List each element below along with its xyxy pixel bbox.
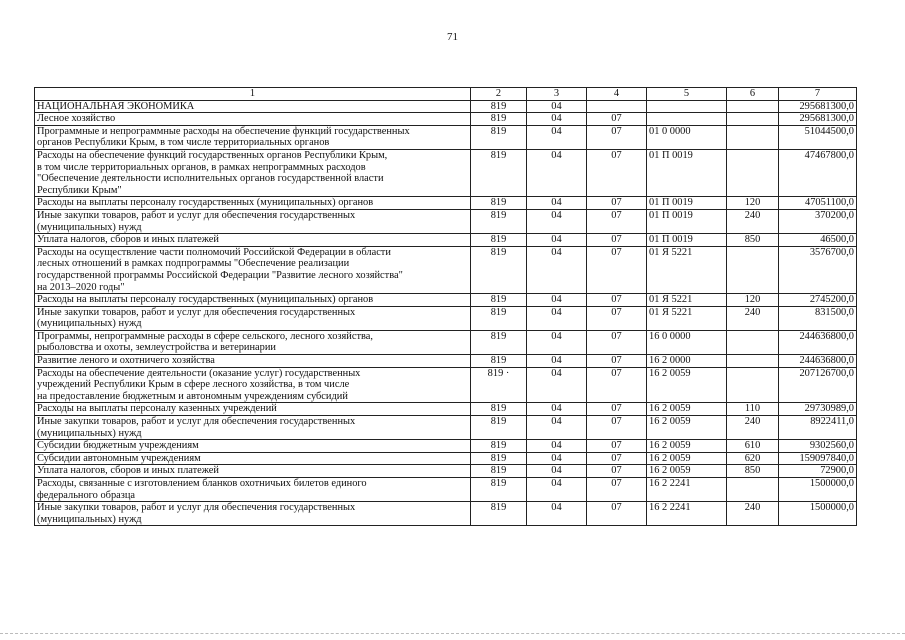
section-code-cell: 04 — [527, 416, 587, 440]
section-code-cell: 04 — [527, 306, 587, 330]
amount-cell: 1500000,0 — [779, 478, 857, 502]
ministry-code-cell: 819 — [471, 355, 527, 368]
expense-type-cell: 610 — [727, 440, 779, 453]
subsection-code-cell: 07 — [587, 149, 647, 196]
expense-type-cell: 120 — [727, 294, 779, 307]
subsection-code-cell: 07 — [587, 403, 647, 416]
expense-name-cell: Уплата налогов, сборов и иных платежей — [35, 465, 471, 478]
column-number-header: 1 — [35, 88, 471, 101]
table-row — [35, 330, 857, 354]
target-article-cell: 01 0 0000 — [647, 125, 727, 149]
table-row — [35, 440, 857, 453]
expense-type-cell: 240 — [727, 306, 779, 330]
subsection-code-cell: 07 — [587, 246, 647, 293]
ministry-code-cell: 819 — [471, 294, 527, 307]
subsection-code-cell: 07 — [587, 197, 647, 210]
table-row — [35, 100, 857, 113]
target-article-cell: 16 0 0000 — [647, 330, 727, 354]
target-article-cell: 01 П 0019 — [647, 197, 727, 210]
page-bottom-rule — [0, 633, 905, 635]
section-code-cell: 04 — [527, 502, 587, 526]
column-number-header: 4 — [587, 88, 647, 101]
subsection-code-cell: 07 — [587, 465, 647, 478]
amount-cell: 207126700,0 — [779, 367, 857, 403]
ministry-code-cell: 819 — [471, 209, 527, 233]
expense-name-cell: Иные закупки товаров, работ и услуг для обеспечения государственных (муниципальных) нужд — [35, 502, 471, 526]
subsection-code-cell: 07 — [587, 440, 647, 453]
target-article-cell: 16 2 0000 — [647, 355, 727, 368]
ministry-code-cell: 819 — [471, 465, 527, 478]
subsection-code-cell: 07 — [587, 294, 647, 307]
ministry-code-cell: 819 — [471, 246, 527, 293]
target-article-cell: 01 П 0019 — [647, 149, 727, 196]
column-number-header: 7 — [779, 88, 857, 101]
section-code-cell: 04 — [527, 367, 587, 403]
target-article-cell: 16 2 0059 — [647, 367, 727, 403]
target-article-cell: 01 П 0019 — [647, 234, 727, 247]
section-code-cell: 04 — [527, 403, 587, 416]
section-code-cell: 04 — [527, 113, 587, 126]
target-article-cell: 16 2 2241 — [647, 478, 727, 502]
target-article-cell: 01 Я 5221 — [647, 294, 727, 307]
amount-cell: 159097840,0 — [779, 452, 857, 465]
expense-type-cell — [727, 149, 779, 196]
subsection-code-cell: 07 — [587, 502, 647, 526]
expense-name-cell: Расходы на обеспечение деятельности (оказание услуг) государственных учреждений Республики Крым в сфере лесного хозяйства, в том числе на предоставление бюджетным и автономным учреждениям субсидий — [35, 367, 471, 403]
amount-cell: 3576700,0 — [779, 246, 857, 293]
expense-name-cell: Субсидии бюджетным учреждениям — [35, 440, 471, 453]
section-code-cell: 04 — [527, 355, 587, 368]
table-row — [35, 502, 857, 526]
amount-cell: 244636800,0 — [779, 330, 857, 354]
target-article-cell: 16 2 0059 — [647, 452, 727, 465]
expense-type-cell: 110 — [727, 403, 779, 416]
target-article-cell: 01 П 0019 — [647, 209, 727, 233]
ministry-code-cell: 819 — [471, 306, 527, 330]
table-row — [35, 209, 857, 233]
expense-name-cell: Развитие леного и охотничего хозяйства — [35, 355, 471, 368]
amount-cell: 51044500,0 — [779, 125, 857, 149]
column-number-header: 3 — [527, 88, 587, 101]
ministry-code-cell: 819 — [471, 149, 527, 196]
column-number-header: 6 — [727, 88, 779, 101]
ministry-code-cell: 819 — [471, 125, 527, 149]
table-row — [35, 478, 857, 502]
expense-name-cell: Уплата налогов, сборов и иных платежей — [35, 234, 471, 247]
expense-type-cell: 620 — [727, 452, 779, 465]
subsection-code-cell: 07 — [587, 355, 647, 368]
amount-cell: 47467800,0 — [779, 149, 857, 196]
amount-cell: 831500,0 — [779, 306, 857, 330]
ministry-code-cell: 819 — [471, 416, 527, 440]
subsection-code-cell: 07 — [587, 452, 647, 465]
table-row — [35, 306, 857, 330]
section-code-cell: 04 — [527, 100, 587, 113]
expense-type-cell — [727, 367, 779, 403]
expense-type-cell — [727, 125, 779, 149]
subsection-code-cell: 07 — [587, 367, 647, 403]
target-article-cell: 01 Я 5221 — [647, 306, 727, 330]
amount-cell: 46500,0 — [779, 234, 857, 247]
amount-cell: 2745200,0 — [779, 294, 857, 307]
ministry-code-cell: 819 — [471, 234, 527, 247]
expense-name-cell: Иные закупки товаров, работ и услуг для обеспечения государственных (муниципальных) нужд — [35, 416, 471, 440]
expense-type-cell: 120 — [727, 197, 779, 210]
expense-type-cell: 850 — [727, 465, 779, 478]
amount-cell: 8922411,0 — [779, 416, 857, 440]
amount-cell: 1500000,0 — [779, 502, 857, 526]
target-article-cell: 16 2 0059 — [647, 440, 727, 453]
target-article-cell: 16 2 2241 — [647, 502, 727, 526]
subsection-code-cell: 07 — [587, 306, 647, 330]
expense-name-cell: Лесное хозяйство — [35, 113, 471, 126]
ministry-code-cell: 819 — [471, 502, 527, 526]
section-code-cell: 04 — [527, 197, 587, 210]
section-code-cell: 04 — [527, 478, 587, 502]
amount-cell: 295681300,0 — [779, 100, 857, 113]
table-row — [35, 355, 857, 368]
amount-cell: 370200,0 — [779, 209, 857, 233]
page-number: 71 — [447, 31, 458, 43]
expense-type-cell — [727, 478, 779, 502]
ministry-code-cell: 819 — [471, 403, 527, 416]
section-code-cell: 04 — [527, 452, 587, 465]
expense-name-cell: Иные закупки товаров, работ и услуг для обеспечения государственных (муниципальных) нужд — [35, 209, 471, 233]
ministry-code-cell: 819 — [471, 100, 527, 113]
ministry-code-cell: 819 — [471, 113, 527, 126]
expense-name-cell: Программные и непрограммные расходы на обеспечение функций государственных органов Республики Крым, в том числе территориальных органов — [35, 125, 471, 149]
expense-type-cell — [727, 355, 779, 368]
table-row — [35, 197, 857, 210]
section-code-cell: 04 — [527, 209, 587, 233]
column-number-header: 2 — [471, 88, 527, 101]
expense-type-cell: 850 — [727, 234, 779, 247]
section-code-cell: 04 — [527, 294, 587, 307]
section-code-cell: 04 — [527, 149, 587, 196]
expense-type-cell — [727, 100, 779, 113]
table-row — [35, 403, 857, 416]
section-code-cell: 04 — [527, 465, 587, 478]
budget-table — [34, 87, 857, 526]
target-article-cell — [647, 100, 727, 113]
expense-type-cell — [727, 113, 779, 126]
expense-name-cell: Программы, непрограммные расходы в сфере сельского, лесного хозяйства, рыболовства и охоты, землеустройства и ветеринарии — [35, 330, 471, 354]
table-row — [35, 367, 857, 403]
section-code-cell: 04 — [527, 330, 587, 354]
subsection-code-cell: 07 — [587, 330, 647, 354]
amount-cell: 72900,0 — [779, 465, 857, 478]
subsection-code-cell: 07 — [587, 113, 647, 126]
amount-cell: 244636800,0 — [779, 355, 857, 368]
expense-type-cell: 240 — [727, 502, 779, 526]
subsection-code-cell: 07 — [587, 209, 647, 233]
table-row — [35, 125, 857, 149]
table-header-row — [35, 88, 857, 101]
expense-name-cell: Расходы на осуществление части полномочий Российской Федерации в области лесных отношений в рамках подпрограммы "Обеспечение реализации государственной программы Российской Федерации "Развитие лесного хозяйства" на 2013–2020 годы" — [35, 246, 471, 293]
target-article-cell: 01 Я 5221 — [647, 246, 727, 293]
target-article-cell: 16 2 0059 — [647, 465, 727, 478]
ministry-code-cell: 819 — [471, 330, 527, 354]
subsection-code-cell: 07 — [587, 125, 647, 149]
ministry-code-cell: 819 — [471, 478, 527, 502]
ministry-code-cell: 819 — [471, 452, 527, 465]
subsection-code-cell: 07 — [587, 234, 647, 247]
table-row — [35, 294, 857, 307]
target-article-cell: 16 2 0059 — [647, 416, 727, 440]
subsection-code-cell: 07 — [587, 478, 647, 502]
expense-name-cell: Иные закупки товаров, работ и услуг для обеспечения государственных (муниципальных) нужд — [35, 306, 471, 330]
table-row — [35, 113, 857, 126]
ministry-code-cell: 819 · — [471, 367, 527, 403]
table-row — [35, 234, 857, 247]
expense-type-cell: 240 — [727, 209, 779, 233]
ministry-code-cell: 819 — [471, 197, 527, 210]
section-code-cell: 04 — [527, 234, 587, 247]
subsection-code-cell: 07 — [587, 416, 647, 440]
section-code-cell: 04 — [527, 125, 587, 149]
expense-type-cell: 240 — [727, 416, 779, 440]
amount-cell: 29730989,0 — [779, 403, 857, 416]
expense-name-cell: Расходы на выплаты персоналу государственных (муниципальных) органов — [35, 294, 471, 307]
expense-name-cell: Расходы на выплаты персоналу казенных учреждений — [35, 403, 471, 416]
expense-name-cell: Расходы на выплаты персоналу государственных (муниципальных) органов — [35, 197, 471, 210]
table-row — [35, 149, 857, 196]
target-article-cell: 16 2 0059 — [647, 403, 727, 416]
expense-name-cell: Расходы, связанные с изготовлением бланков охотничьих билетов единого федерального образца — [35, 478, 471, 502]
subsection-code-cell — [587, 100, 647, 113]
section-code-cell: 04 — [527, 246, 587, 293]
table-row — [35, 246, 857, 293]
ministry-code-cell: 819 — [471, 440, 527, 453]
column-number-header: 5 — [647, 88, 727, 101]
table-row — [35, 416, 857, 440]
expense-name-cell: Расходы на обеспечение функций государственных органов Республики Крым, в том числе территориальных органов, в рамках непрограммных расходов "Обеспечение деятельности исполнительных органов государственной власти Республики Крым" — [35, 149, 471, 196]
expense-type-cell — [727, 330, 779, 354]
expense-name-cell: Субсидии автономным учреждениям — [35, 452, 471, 465]
section-code-cell: 04 — [527, 440, 587, 453]
amount-cell: 9302560,0 — [779, 440, 857, 453]
amount-cell: 47051100,0 — [779, 197, 857, 210]
expense-name-cell: НАЦИОНАЛЬНАЯ ЭКОНОМИКА — [35, 100, 471, 113]
table-row — [35, 452, 857, 465]
target-article-cell — [647, 113, 727, 126]
table-row — [35, 465, 857, 478]
amount-cell: 295681300,0 — [779, 113, 857, 126]
expense-type-cell — [727, 246, 779, 293]
